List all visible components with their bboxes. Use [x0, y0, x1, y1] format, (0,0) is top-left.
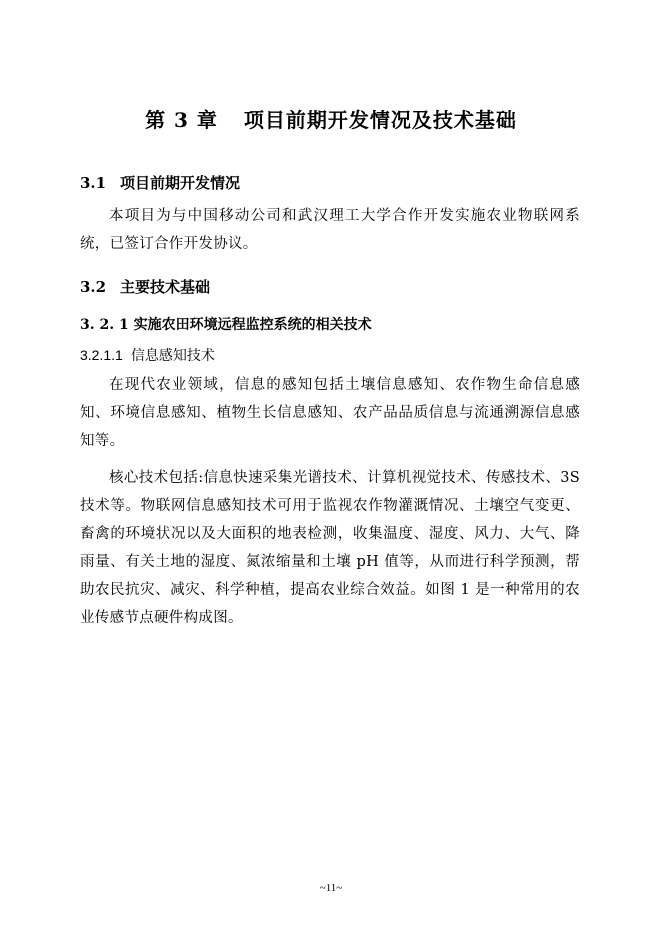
section-title: 信息感知技术 [130, 348, 215, 364]
chapter-title [0, 104, 662, 133]
section-3-2-1-1-heading [80, 345, 215, 365]
section-number: 3.2.1.1 [80, 347, 123, 363]
section-3-1-heading [80, 172, 240, 193]
paragraph-info-sensing: 在现代农业领域，信息的感知包括土壤信息感知、农作物生命信息感知、环境信息感知、植物生长信息感知、农产品品质信息与流通溯源信息感知等。 [80, 377, 580, 449]
chapter-title-text: 项目前期开发情况及技术基础 [243, 108, 517, 132]
section-title: 主要技术基础 [120, 278, 211, 296]
paragraph-core-technologies: 核心技术包括:信息快速采集光谱技术、计算机视觉技术、传感技术、3S 技术等。物联网信息感知技术可用于监视农作物灌溉情况、土壤空气变更、畜禽的环境状况以及大面积的地表检测，收集温度、湿度、风力、大气、降雨量、有关土地的湿度、氮浓缩量和土壤 pH 值等，从而进行科学预测，帮助农民抗灾、减灾、科学种植，提高农业综合效益。如图 1 是一种常用的农业传感节点硬件构成图。 [80, 470, 580, 626]
section-number: 3.2 [80, 278, 107, 296]
chapter-number: 第 3 章 [145, 108, 218, 132]
section-title: 项目前期开发情况 [120, 174, 241, 192]
page-number: ~11~ [319, 882, 343, 894]
section-number: 3.1 [80, 174, 107, 192]
section-3-2-1-heading: 3. 2. 1 实施农田环境远程监控系统的相关技术 [80, 317, 372, 333]
section-3-2-heading [80, 276, 210, 297]
section-3-1-paragraph: 本项目为与中国移动公司和武汉理工大学合作开发实施农业物联网系统，已签订合作开发协议。 [80, 208, 580, 252]
